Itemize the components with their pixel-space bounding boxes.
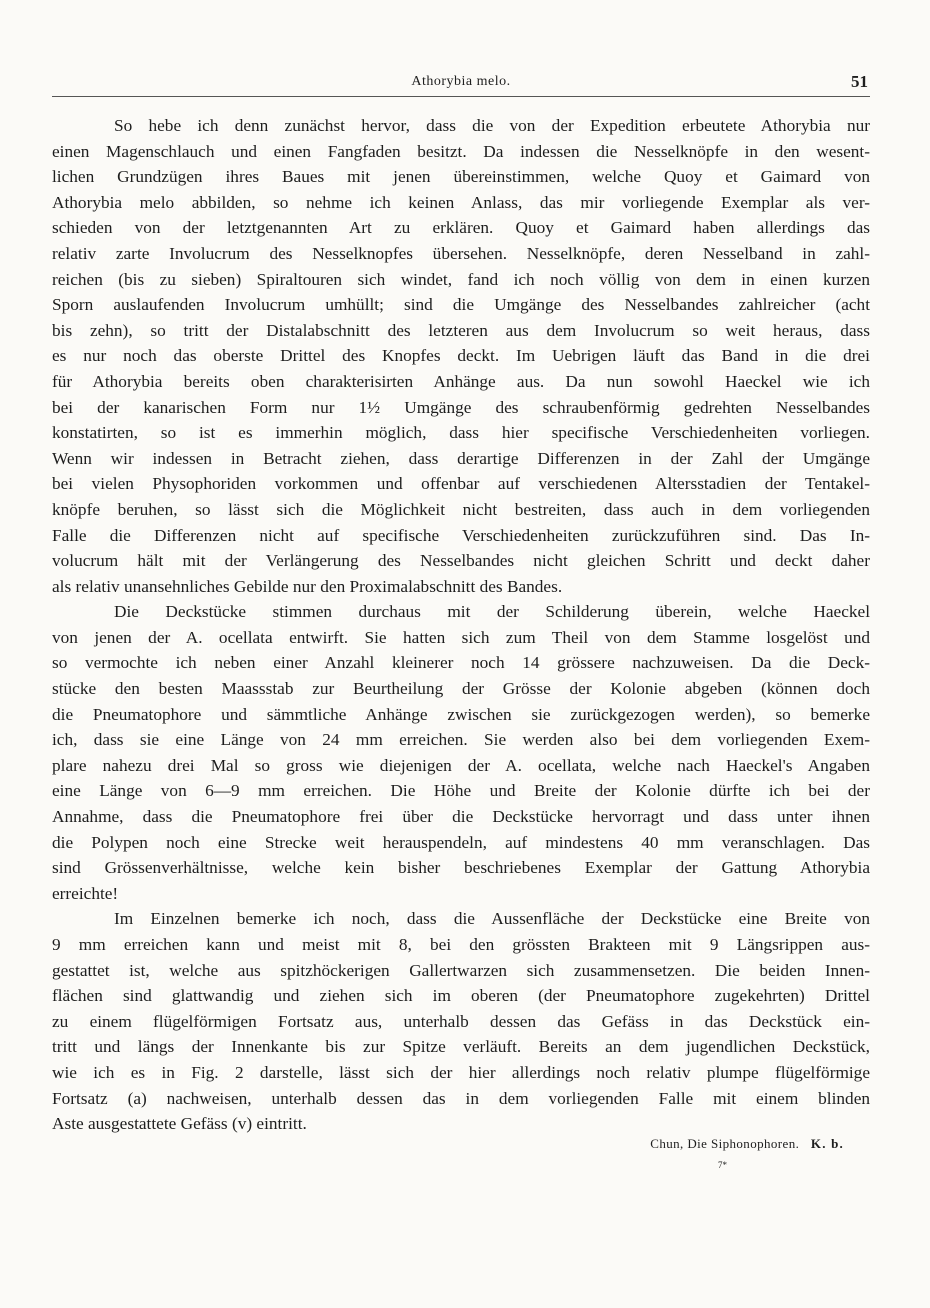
text-line: reichen (bis zu sieben) Spiraltouren sich windet, fand ich noch völlig von dem in einen kurzen	[52, 269, 870, 289]
text-line: für Athorybia bereits oben charakterisirten Anhänge aus. Da nun sowohl Haeckel wie ich	[52, 371, 870, 391]
text-line: schieden von der letztgenannten Art zu erklären. Quoy et Gaimard haben allerdings das	[52, 218, 870, 238]
text-line: als relativ unansehnliches Gebilde nur den Proximalabschnitt des Bandes.	[52, 576, 563, 596]
running-title: Athorybia melo.	[411, 74, 511, 89]
text-line: relativ zarte Involucrum des Nesselknopfes übersehen. Nesselknöpfe, deren Nesselband in zahl-	[52, 243, 870, 263]
text-line: Sporn auslaufenden Involucrum umhüllt; sind die Umgänge des Nesselbandes zahlreicher (acht	[52, 295, 870, 315]
text-line: so vermochte ich neben einer Anzahl kleinerer noch 14 grössere nachzuweisen. Da die Deck-	[52, 653, 870, 673]
signature-mark: K. b.	[810, 1136, 844, 1151]
text-line: lichen Grundzügen ihres Baues mit jenen übereinstimmen, welche Quoy et Gaimard von	[52, 167, 870, 187]
text-line: stücke den besten Maassstab zur Beurtheilung der Grösse der Kolonie abgeben (können doch	[52, 679, 870, 699]
text-line: tritt und längs der Innenkante bis zur Spitze verläuft. Bereits an dem jugendlichen Deckstück,	[52, 1037, 870, 1057]
text-line: erreichte!	[52, 883, 119, 903]
text-line: bis zehn), so tritt der Distalabschnitt des letzteren aus dem Involucrum so weit heraus, dass	[52, 320, 870, 340]
text-line: gestattet ist, welche aus spitzhöckerigen Gallertwarzen sich zusammensetzen. Die beiden Innen-	[52, 960, 870, 980]
page-number: 51	[851, 72, 868, 91]
sheet-mark: 7*	[718, 1160, 727, 1170]
text-line: zu einem flügelförmigen Fortsatz aus, unterhalb dessen das Gefäss in das Deckstück ein-	[52, 1011, 870, 1031]
text-line: volucrum hält mit der Verlängerung des Nesselbandes nicht gleichen Schritt und deckt daher	[52, 551, 870, 571]
text-line: ich, dass sie eine Länge von 24 mm erreichen. Sie werden also bei dem vorliegenden Exem-	[52, 730, 870, 750]
text-line: 9 mm erreichen kann und meist mit 8, bei den grössten Brakteen mit 9 Längsrippen aus-	[52, 935, 870, 954]
text-line: plare nahezu drei Mal so gross wie diejenigen der A. ocellata, welche nach Haeckel's Angaben	[52, 755, 870, 775]
text-line: es nur noch das oberste Drittel des Knopfes deckt. Im Uebrigen läuft das Band in die drei	[52, 346, 870, 366]
text-line: Im Einzelnen bemerke ich noch, dass die Aussenfläche der Deckstücke eine Breite von	[114, 909, 870, 929]
running-header	[52, 74, 870, 97]
text-line: die Pneumatophore und sämmtliche Anhänge zwischen sie zurückgezogen werden), so bemerke	[52, 704, 870, 724]
signature-text: Chun, Die Siphonophoren.	[650, 1136, 800, 1151]
text-line: sind Grössenverhältnisse, welche kein bisher beschriebenes Exemplar der Gattung Athorybia	[52, 858, 870, 878]
text-line: Wenn wir indessen in Betracht ziehen, dass derartige Differenzen in der Zahl der Umgänge	[52, 448, 870, 468]
text-line: Die Deckstücke stimmen durchaus mit der Schilderung überein, welche Haeckel	[114, 602, 870, 622]
text-line: einen Magenschlauch und einen Fangfaden besitzt. Da indessen die Nesselknöpfe in den wesent-	[52, 141, 870, 161]
text-line: bei vielen Physophoriden vorkommen und offenbar auf verschiedenen Altersstadien der Tentakel-	[52, 474, 870, 494]
text-line: Annahme, dass die Pneumatophore frei über die Deckstücke hervorragt und dass unter ihnen	[52, 807, 870, 827]
signature-line	[650, 1136, 844, 1152]
text-line: So hebe ich denn zunächst hervor, dass die von der Expedition erbeutete Athorybia nur	[114, 116, 870, 135]
text-line: Falle die Differenzen nicht auf specifische Verschiedenheiten zurückzuführen sind. Das In-	[52, 525, 870, 545]
paragraph-2	[52, 599, 870, 906]
text-line: von jenen der A. ocellata entwirft. Sie hatten sich zum Theil von dem Stamme losgelöst und	[52, 627, 870, 647]
text-line: Aste ausgestattete Gefäss (v) eintritt.	[52, 1114, 307, 1134]
text-line: bei der kanarischen Form nur 1½ Umgänge des schraubenförmig gedrehten Nesselbandes	[52, 397, 870, 417]
paragraph-3	[52, 906, 870, 1136]
body-text	[52, 113, 870, 1137]
text-line: knöpfe beruhen, so lässt sich die Möglichkeit nicht bestreiten, dass auch in dem vorliegenden	[52, 499, 870, 519]
text-line: wie ich es in Fig. 2 darstelle, lässt sich der hier allerdings noch relativ plumpe flügelförmige	[52, 1062, 870, 1082]
text-line: Athorybia melo abbilden, so nehme ich keinen Anlass, das mir vorliegende Exemplar als ver-	[52, 192, 870, 212]
paragraph-1	[52, 113, 870, 599]
text-line: die Polypen noch eine Strecke weit herauspendeln, auf mindestens 40 mm veranschlagen. Das	[52, 832, 870, 852]
text-line: flächen sind glattwandig und ziehen sich im oberen (der Pneumatophore zugekehrten) Drittel	[52, 986, 870, 1006]
text-line: konstatirten, so ist es immerhin möglich, dass hier specifische Verschiedenheiten vorliegen.	[52, 423, 870, 443]
text-line: Fortsatz (a) nachweisen, unterhalb dessen das in dem vorliegenden Falle mit einem blinden	[52, 1088, 870, 1108]
text-line: eine Länge von 6—9 mm erreichen. Die Höhe und Breite der Kolonie dürfte ich bei der	[52, 781, 870, 801]
